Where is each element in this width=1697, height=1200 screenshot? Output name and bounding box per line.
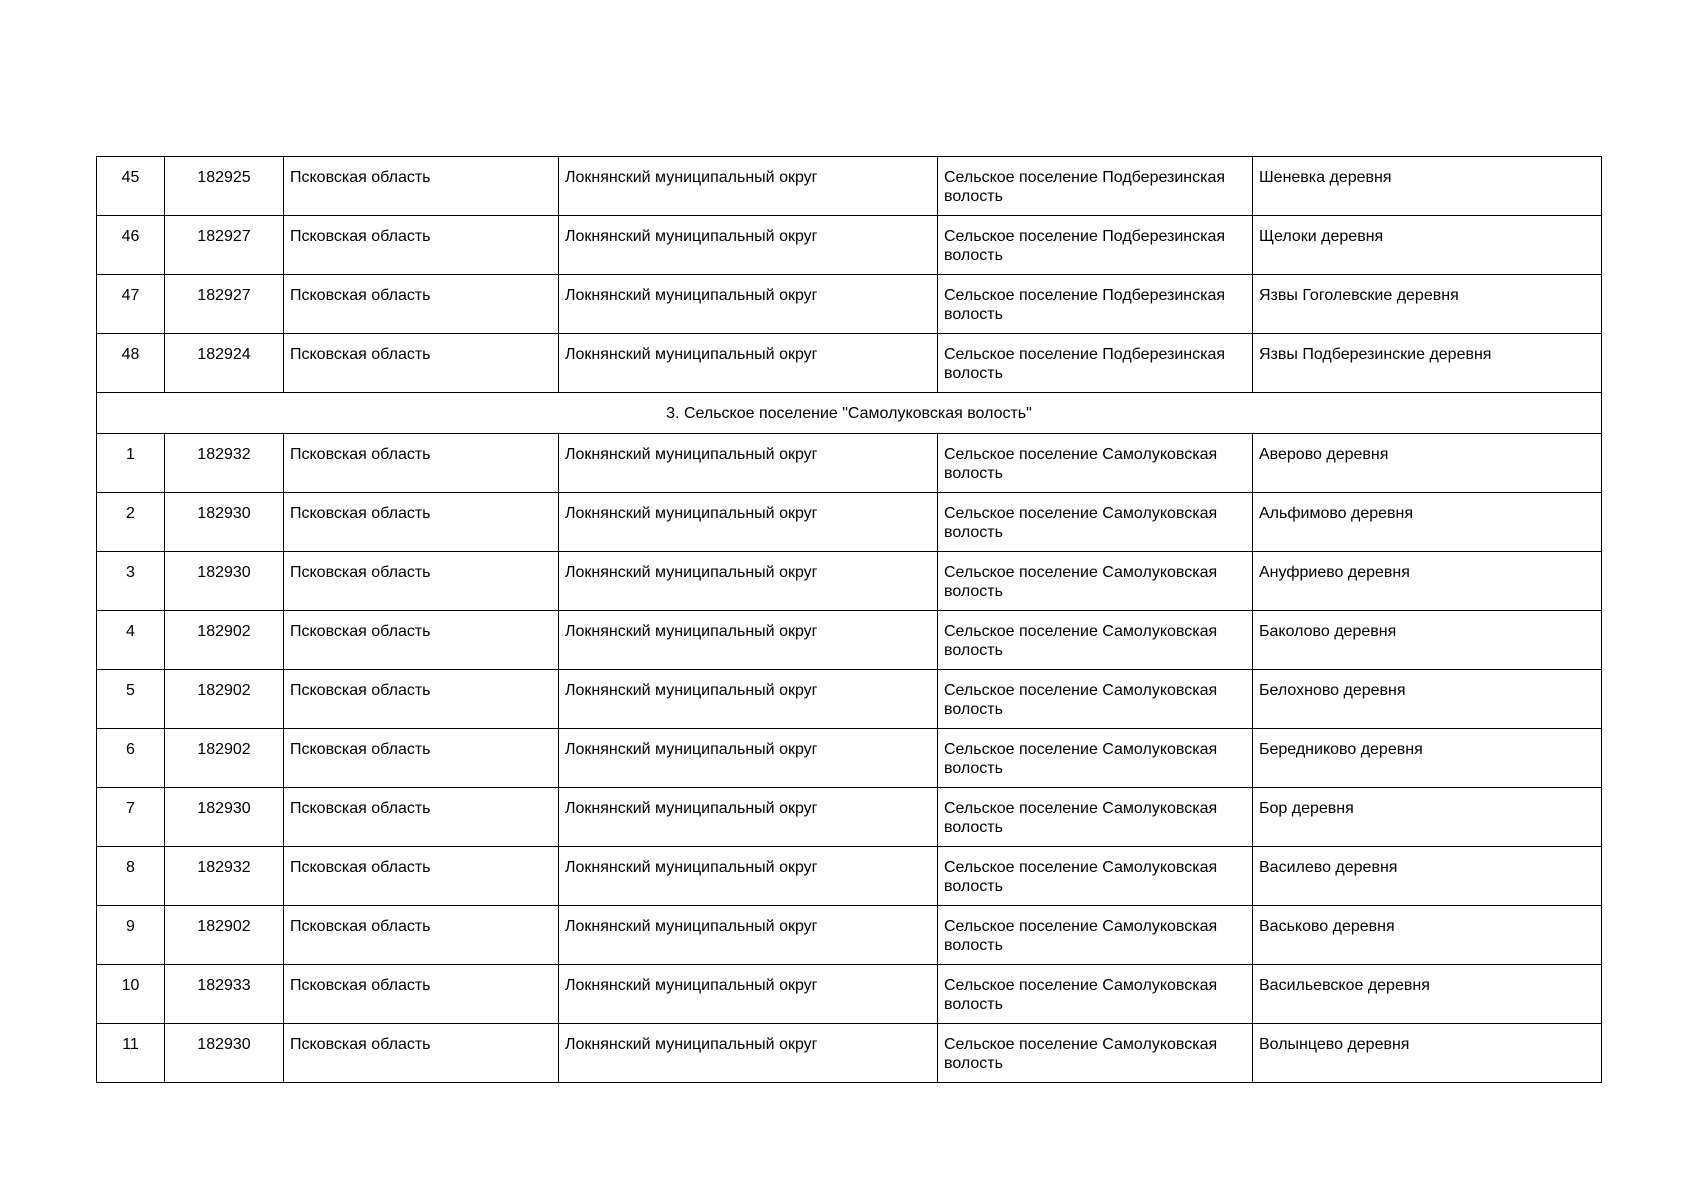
postal-code-cell: 182930 (165, 788, 284, 847)
row-number-cell: 7 (97, 788, 165, 847)
village-name-cell: Васьково деревня (1253, 906, 1602, 965)
settlement-name-cell: Сельское поселение Самолуковская волость (938, 552, 1253, 611)
table-row (97, 847, 1602, 906)
postal-code-cell: 182932 (165, 434, 284, 493)
section-header-body (97, 393, 1602, 434)
village-name-cell: Аверово деревня (1253, 434, 1602, 493)
table-row (97, 157, 1602, 216)
postal-code-cell: 182925 (165, 157, 284, 216)
settlement-name-cell: Сельское поселение Самолуковская волость (938, 788, 1253, 847)
district-name-cell: Локнянский муниципальный округ (559, 334, 938, 393)
row-number-cell: 2 (97, 493, 165, 552)
district-name-cell: Локнянский муниципальный округ (559, 1024, 938, 1083)
postal-code-cell: 182930 (165, 1024, 284, 1083)
region-name-cell: Псковская область (284, 157, 559, 216)
district-name-cell: Локнянский муниципальный округ (559, 788, 938, 847)
row-number-cell: 8 (97, 847, 165, 906)
settlement-name-cell: Сельское поселение Самолуковская волость (938, 965, 1253, 1024)
village-name-cell: Волынцево деревня (1253, 1024, 1602, 1083)
district-name-cell: Локнянский муниципальный округ (559, 847, 938, 906)
district-name-cell: Локнянский муниципальный округ (559, 275, 938, 334)
village-name-cell: Щелоки деревня (1253, 216, 1602, 275)
region-name-cell: Псковская область (284, 334, 559, 393)
table-row (97, 216, 1602, 275)
table-row (97, 670, 1602, 729)
settlement-name-cell: Сельское поселение Самолуковская волость (938, 611, 1253, 670)
region-name-cell: Псковская область (284, 275, 559, 334)
section-title: 3. Сельское поселение "Самолуковская волость" (97, 393, 1602, 434)
table-row (97, 334, 1602, 393)
region-name-cell: Псковская область (284, 552, 559, 611)
region-name-cell: Псковская область (284, 611, 559, 670)
village-name-cell: Баколово деревня (1253, 611, 1602, 670)
settlement-name-cell: Сельское поселение Подберезинская волость (938, 216, 1253, 275)
village-name-cell: Бор деревня (1253, 788, 1602, 847)
table-row (97, 552, 1602, 611)
table-row (97, 493, 1602, 552)
row-number-cell: 10 (97, 965, 165, 1024)
village-name-cell: Язвы Подберезинские деревня (1253, 334, 1602, 393)
region-name-cell: Псковская область (284, 906, 559, 965)
settlement-name-cell: Сельское поселение Самолуковская волость (938, 493, 1253, 552)
district-name-cell: Локнянский муниципальный округ (559, 906, 938, 965)
district-name-cell: Локнянский муниципальный округ (559, 965, 938, 1024)
district-name-cell: Локнянский муниципальный округ (559, 216, 938, 275)
table-row (97, 906, 1602, 965)
postal-code-cell: 182927 (165, 216, 284, 275)
settlement-name-cell: Сельское поселение Самолуковская волость (938, 847, 1253, 906)
row-number-cell: 5 (97, 670, 165, 729)
village-name-cell: Василево деревня (1253, 847, 1602, 906)
row-number-cell: 6 (97, 729, 165, 788)
row-number-cell: 48 (97, 334, 165, 393)
village-name-cell: Ануфриево деревня (1253, 552, 1602, 611)
region-name-cell: Псковская область (284, 788, 559, 847)
settlement-name-cell: Сельское поселение Самолуковская волость (938, 1024, 1253, 1083)
postal-code-cell: 182932 (165, 847, 284, 906)
postal-code-cell: 182902 (165, 670, 284, 729)
region-name-cell: Псковская область (284, 216, 559, 275)
village-name-cell: Язвы Гоголевские деревня (1253, 275, 1602, 334)
row-number-cell: 1 (97, 434, 165, 493)
district-name-cell: Локнянский муниципальный округ (559, 552, 938, 611)
row-number-cell: 11 (97, 1024, 165, 1083)
postal-code-cell: 182927 (165, 275, 284, 334)
table-row (97, 1024, 1602, 1083)
row-number-cell: 9 (97, 906, 165, 965)
table-row (97, 611, 1602, 670)
table-row (97, 965, 1602, 1024)
village-name-cell: Васильевское деревня (1253, 965, 1602, 1024)
settlement-name-cell: Сельское поселение Подберезинская волость (938, 334, 1253, 393)
region-name-cell: Псковская область (284, 493, 559, 552)
settlement-name-cell: Сельское поселение Подберезинская волость (938, 157, 1253, 216)
postal-code-cell: 182933 (165, 965, 284, 1024)
postal-code-cell: 182902 (165, 729, 284, 788)
village-name-cell: Бередниково деревня (1253, 729, 1602, 788)
settlement-name-cell: Сельское поселение Самолуковская волость (938, 906, 1253, 965)
table-body-before (97, 157, 1602, 393)
row-number-cell: 46 (97, 216, 165, 275)
row-number-cell: 45 (97, 157, 165, 216)
district-name-cell: Локнянский муниципальный округ (559, 493, 938, 552)
postal-code-cell: 182902 (165, 906, 284, 965)
settlement-name-cell: Сельское поселение Подберезинская волость (938, 275, 1253, 334)
settlements-table (96, 156, 1602, 1083)
row-number-cell: 4 (97, 611, 165, 670)
postal-code-cell: 182902 (165, 611, 284, 670)
region-name-cell: Псковская область (284, 847, 559, 906)
village-name-cell: Шеневка деревня (1253, 157, 1602, 216)
district-name-cell: Локнянский муниципальный округ (559, 670, 938, 729)
table-row (97, 434, 1602, 493)
district-name-cell: Локнянский муниципальный округ (559, 157, 938, 216)
region-name-cell: Псковская область (284, 729, 559, 788)
table-row (97, 788, 1602, 847)
settlement-name-cell: Сельское поселение Самолуковская волость (938, 434, 1253, 493)
village-name-cell: Альфимово деревня (1253, 493, 1602, 552)
village-name-cell: Белохново деревня (1253, 670, 1602, 729)
row-number-cell: 47 (97, 275, 165, 334)
region-name-cell: Псковская область (284, 670, 559, 729)
postal-code-cell: 182930 (165, 493, 284, 552)
table-row (97, 275, 1602, 334)
district-name-cell: Локнянский муниципальный округ (559, 434, 938, 493)
postal-code-cell: 182924 (165, 334, 284, 393)
district-name-cell: Локнянский муниципальный округ (559, 611, 938, 670)
section-header-row (97, 393, 1602, 434)
table-row (97, 729, 1602, 788)
region-name-cell: Псковская область (284, 965, 559, 1024)
row-number-cell: 3 (97, 552, 165, 611)
region-name-cell: Псковская область (284, 434, 559, 493)
settlement-name-cell: Сельское поселение Самолуковская волость (938, 670, 1253, 729)
district-name-cell: Локнянский муниципальный округ (559, 729, 938, 788)
table-body-after (97, 434, 1602, 1083)
region-name-cell: Псковская область (284, 1024, 559, 1083)
settlement-name-cell: Сельское поселение Самолуковская волость (938, 729, 1253, 788)
postal-code-cell: 182930 (165, 552, 284, 611)
